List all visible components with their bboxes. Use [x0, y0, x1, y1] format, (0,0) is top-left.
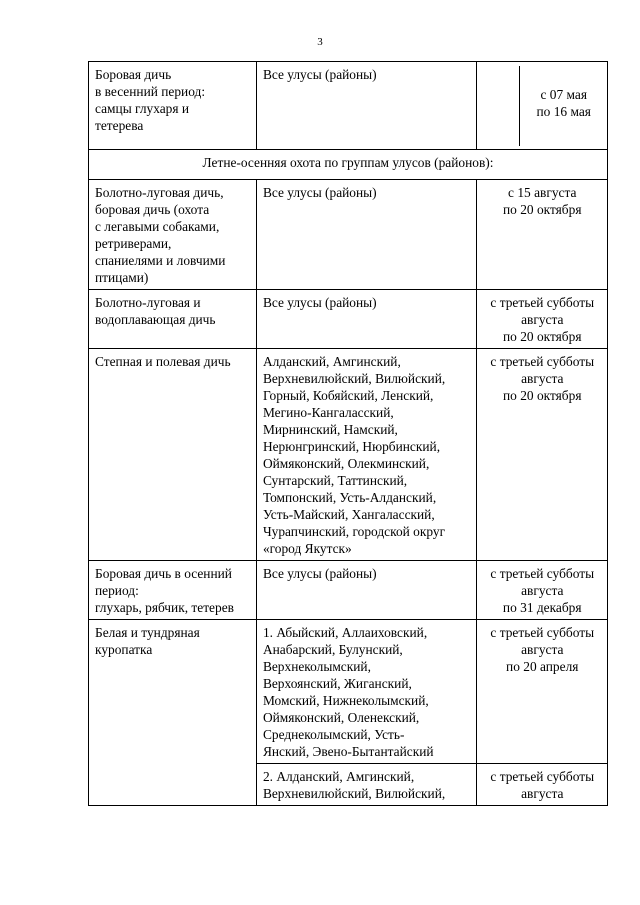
- game-line: куропатка: [95, 642, 153, 657]
- table-row: [89, 62, 608, 150]
- areas-cell: [256, 290, 477, 349]
- table-row: [89, 620, 608, 764]
- areas-line: Верхоянский, Жиганский,: [262, 676, 412, 691]
- areas-line: Все улусы (районы): [262, 295, 377, 310]
- areas-line: «город Якутск»: [262, 541, 352, 556]
- dates-cell: [477, 620, 608, 764]
- game-line: с легавыми собаками,: [95, 219, 220, 234]
- dates-cell: [477, 561, 608, 620]
- areas-line: Томпонский, Усть-Алданский,: [262, 490, 437, 505]
- dates-line: по 20 апреля: [506, 659, 579, 674]
- game-line: глухарь, рябчик, тетерев: [95, 600, 234, 615]
- dates-cell: [477, 349, 608, 561]
- areas-line: Янский, Эвено-Бытантайский: [262, 744, 434, 759]
- dates-line: с третьей субботы: [490, 769, 595, 784]
- areas-line: Все улусы (районы): [262, 185, 377, 200]
- areas-cell: [256, 349, 477, 561]
- dates-line: по 31 декабря: [502, 600, 582, 615]
- dates-line: августа: [521, 583, 564, 598]
- dates-line: с третьей субботы: [490, 625, 595, 640]
- areas-cell: [256, 764, 477, 806]
- game-line: Болотно-луговая и: [95, 295, 201, 310]
- areas-line: Момский, Нижнеколымский,: [262, 693, 429, 708]
- areas-cell: [256, 180, 477, 290]
- dates-line: по 20 октября: [503, 202, 582, 217]
- game-line: водоплавающая дичь: [95, 312, 216, 327]
- game-line: Боровая дичь в осенний: [95, 566, 232, 581]
- areas-line: Алданский, Амгинский,: [262, 354, 401, 369]
- dates-cell: [477, 764, 608, 806]
- dates-cell: [477, 62, 608, 150]
- areas-line: Горный, Кобяйский, Ленский,: [262, 388, 434, 403]
- areas-line: Оймяконский, Олекминский,: [262, 456, 430, 471]
- areas-line: Все улусы (районы): [262, 566, 377, 581]
- areas-line: Чурапчинский, городской округ: [262, 524, 446, 539]
- areas-line: Среднеколымский, Усть-: [262, 727, 405, 742]
- game-type-cell: [89, 620, 257, 806]
- section-title: Летне-осенняя охота по группам улусов (районов):: [89, 150, 608, 180]
- areas-line: 2. Алданский, Амгинский,: [262, 769, 415, 784]
- dates-inner-box: [519, 66, 607, 146]
- dates-cell: [477, 180, 608, 290]
- areas-cell: [256, 620, 477, 764]
- areas-line: Мирнинский, Намский,: [262, 422, 398, 437]
- game-line: птицами): [95, 270, 149, 285]
- hunting-seasons-table: [88, 61, 608, 806]
- table-row: [89, 180, 608, 290]
- table-row: [89, 150, 608, 180]
- page-number: 3: [317, 36, 323, 48]
- dates-line: августа: [521, 642, 564, 657]
- areas-line: Нерюнгринский, Нюрбинский,: [262, 439, 441, 454]
- areas-line: Оймяконский, Оленекский,: [262, 710, 420, 725]
- game-line: Белая и тундряная: [95, 625, 200, 640]
- game-type-cell: [89, 290, 257, 349]
- game-line: спаниелями и ловчими: [95, 253, 226, 268]
- dates-line: с третьей субботы: [490, 295, 595, 310]
- areas-line: Мегино-Кангаласский,: [262, 405, 394, 420]
- dates-line: с третьей субботы: [490, 354, 595, 369]
- areas-line: Верхнеколымский,: [262, 659, 371, 674]
- table-row: [89, 561, 608, 620]
- dates-line: августа: [521, 371, 564, 386]
- areas-line: Все улусы (районы): [262, 67, 377, 82]
- dates-line: с 07 мая: [540, 87, 587, 102]
- game-line: тетерева: [95, 118, 144, 133]
- game-line: ретриверами,: [95, 236, 172, 251]
- areas-line: 1. Абыйский, Аллаиховский,: [262, 625, 428, 640]
- game-type-cell: [89, 561, 257, 620]
- game-line: период:: [95, 583, 139, 598]
- areas-line: Усть-Майский, Хангаласский,: [262, 507, 435, 522]
- game-line: Степная и полевая дичь: [95, 354, 231, 369]
- areas-line: Верхневилюйский, Вилюйский,: [262, 371, 446, 386]
- table-row: [89, 349, 608, 561]
- dates-cell: [477, 290, 608, 349]
- areas-line: Анабарский, Булунский,: [262, 642, 403, 657]
- game-line: Болотно-луговая дичь,: [95, 185, 224, 200]
- dates-line: августа: [521, 786, 564, 801]
- areas-line: Сунтарский, Таттинский,: [262, 473, 408, 488]
- game-type-cell: [89, 349, 257, 561]
- dates-line: по 20 октября: [503, 388, 582, 403]
- areas-line: Верхневилюйский, Вилюйский,: [262, 786, 446, 801]
- dates-line: с третьей субботы: [490, 566, 595, 581]
- game-type-cell: [89, 180, 257, 290]
- dates-line: августа: [521, 312, 564, 327]
- game-line: боровая дичь (охота: [95, 202, 210, 217]
- areas-cell: [256, 62, 477, 150]
- game-type-cell: [89, 62, 257, 150]
- table-row: [89, 290, 608, 349]
- areas-cell: [256, 561, 477, 620]
- dates-line: по 16 мая: [536, 104, 591, 119]
- game-line: в весенний период:: [95, 84, 206, 99]
- game-line: самцы глухаря и: [95, 101, 190, 116]
- game-line: Боровая дичь: [95, 67, 172, 82]
- dates-line: по 20 октября: [503, 329, 582, 344]
- dates-line: с 15 августа: [508, 185, 577, 200]
